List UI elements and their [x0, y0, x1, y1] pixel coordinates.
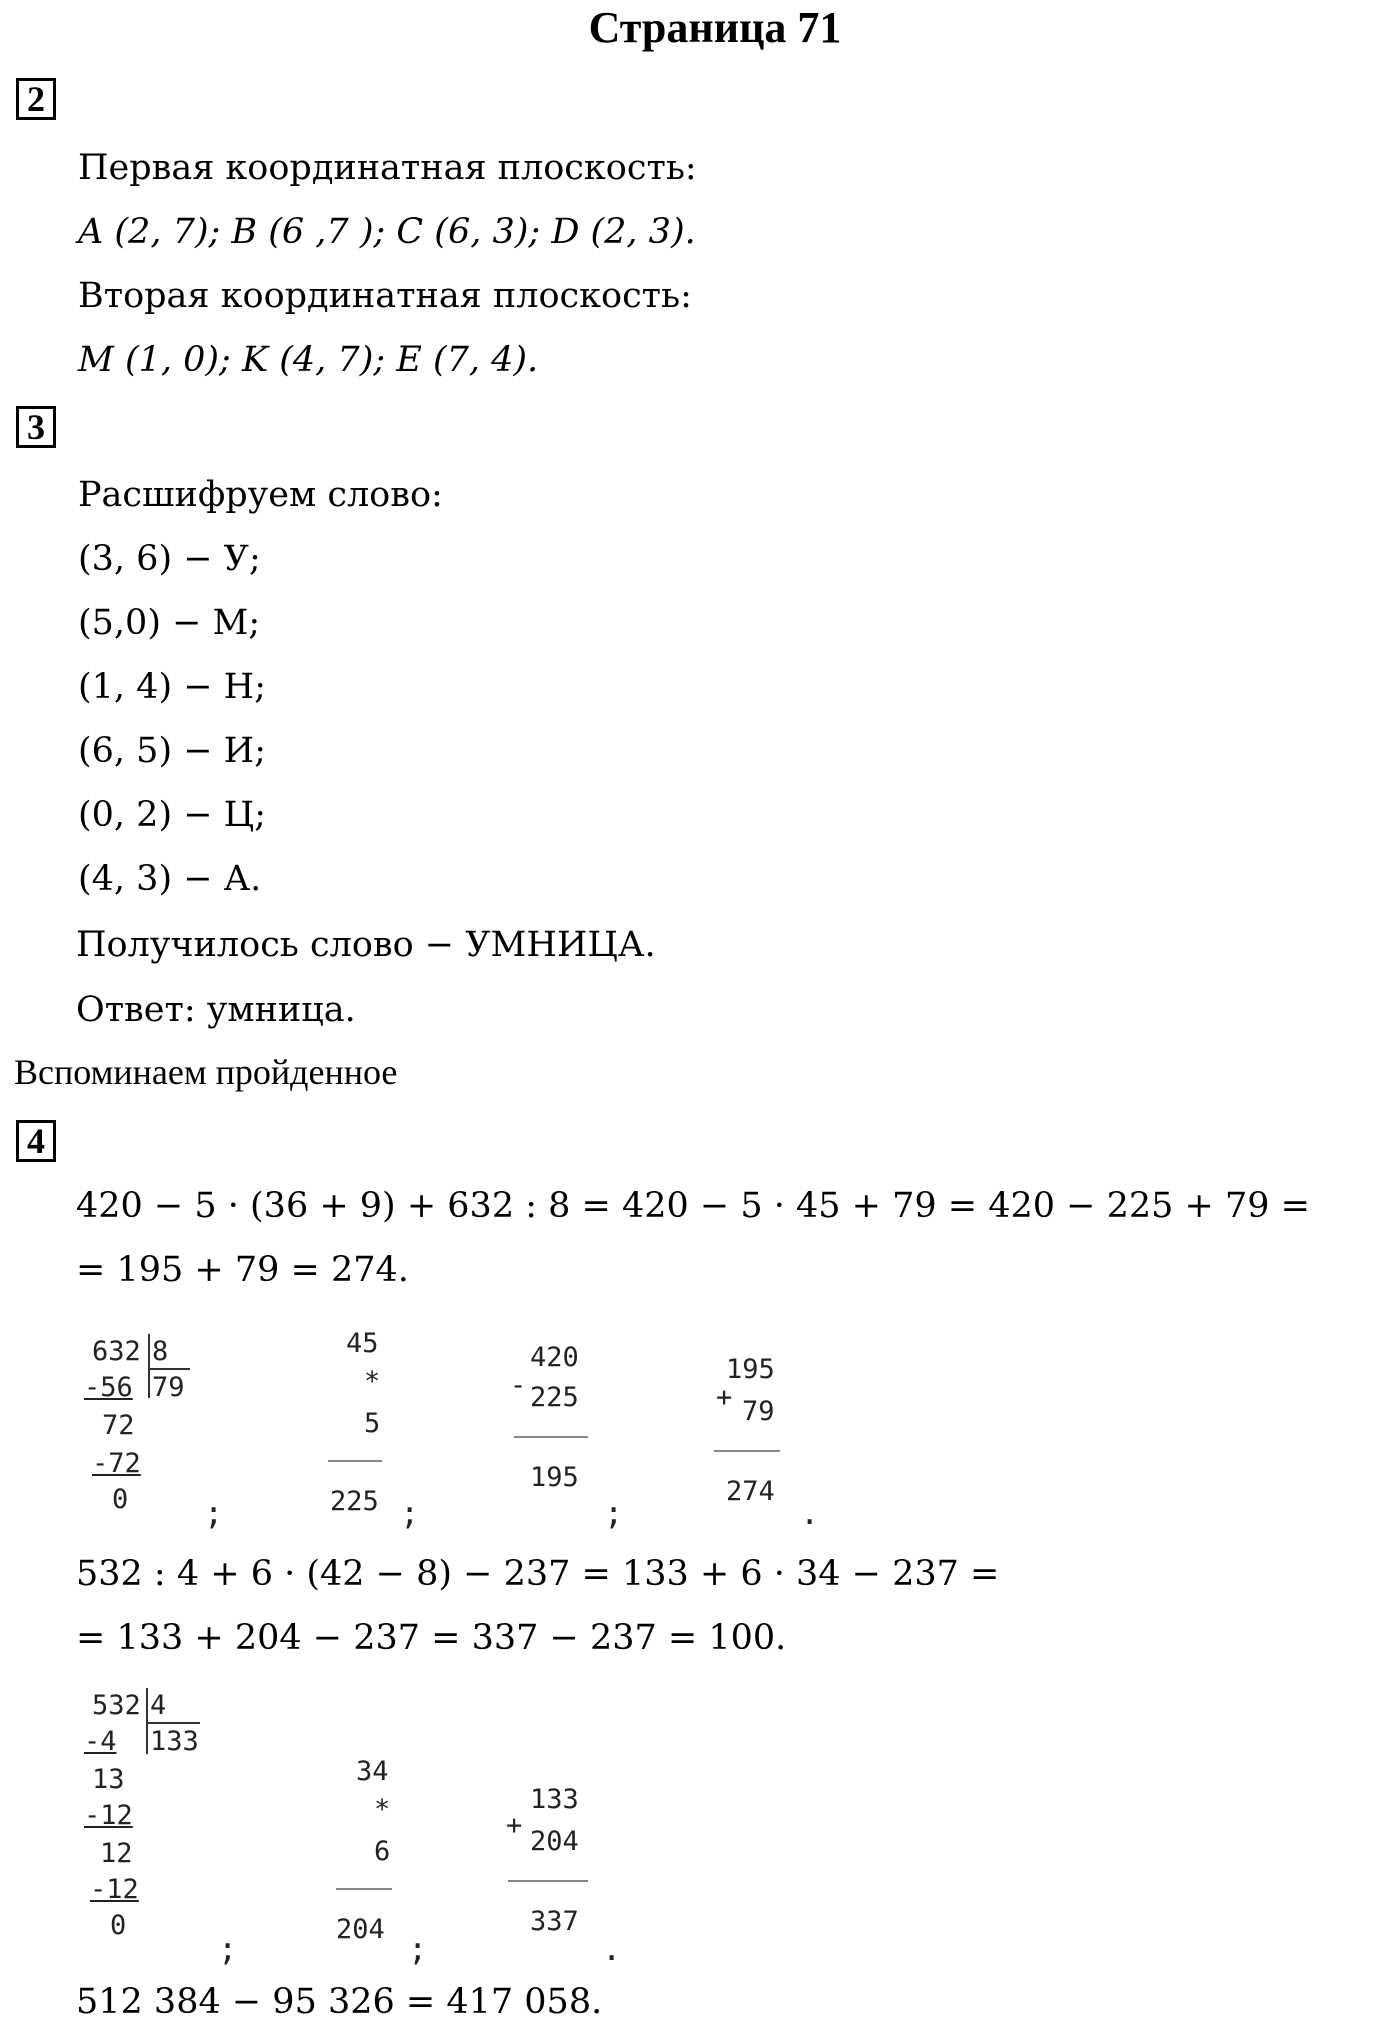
div2-sub2: -12 [84, 1800, 133, 1831]
mult1-a: 45 [346, 1328, 379, 1359]
task3-line-5: (6, 5) − И; [78, 731, 266, 771]
div2-divisor-rule [146, 1722, 200, 1724]
div2-dividend: 532 [92, 1690, 141, 1721]
add2-op: + [506, 1810, 523, 1841]
mult2-b: 6 [374, 1836, 391, 1867]
task2-line-3: Вторая координатная плоскость: [78, 276, 692, 316]
sep-3: ; [604, 1494, 624, 1532]
task4-expr1-line2: = 195 + 79 = 274. [76, 1250, 409, 1290]
add1-a: 195 [726, 1354, 775, 1385]
task3-line-1: Расшифруем слово: [78, 475, 443, 515]
mult1-op: * [364, 1366, 381, 1397]
section-heading: Вспоминаем пройденное [14, 1052, 398, 1092]
div1-result: 0 [112, 1484, 129, 1515]
mult2-rule [336, 1888, 392, 1890]
mult2-op: * [374, 1794, 391, 1825]
task3-line-6: (0, 2) − Ц; [78, 795, 266, 835]
mult2-a: 34 [356, 1756, 389, 1787]
sub1-b: 225 [530, 1382, 579, 1413]
task3-line-2: (3, 6) − У; [78, 539, 261, 579]
div2-rem1: 13 [92, 1764, 125, 1795]
task2-line-1: Первая координатная плоскость: [78, 148, 697, 188]
task2-line-4: M (1, 0); K (4, 7); E (7, 4). [78, 340, 539, 380]
task4-expr1-line1: 420 − 5 · (36 + 9) + 632 : 8 = 420 − 5 · 45 + 79 = 420 − 225 + 79 = [76, 1186, 1310, 1226]
sep-2: ; [400, 1494, 420, 1532]
mult1-rule [328, 1460, 382, 1462]
mult2-result: 204 [336, 1914, 385, 1945]
task3-line-3: (5,0) − М; [78, 603, 261, 643]
div1-vertical-bar [148, 1334, 150, 1398]
div2-result: 0 [110, 1910, 127, 1941]
div2-rem2: 12 [100, 1838, 133, 1869]
sep-7: . [602, 1930, 622, 1968]
add2-b: 204 [530, 1826, 579, 1857]
div1-divisor: 8 [152, 1336, 169, 1367]
task-number-3: 3 [16, 406, 56, 448]
task-number-4: 4 [16, 1120, 56, 1162]
div1-sub2: -72 [92, 1448, 141, 1479]
sub1-result: 195 [530, 1462, 579, 1493]
task4-expr2-line1: 532 : 4 + 6 · (42 − 8) − 237 = 133 + 6 · 34 − 237 = [76, 1554, 1000, 1594]
task2-line-2: A (2, 7); B (6 ,7 ); C (6, 3); D (2, 3). [78, 212, 696, 252]
task3-line-8: Получилось слово − УМНИЦА. [76, 925, 656, 965]
sep-4: . [800, 1494, 820, 1532]
div2-vertical-bar [146, 1688, 148, 1754]
div1-quotient: 79 [152, 1372, 185, 1403]
div2-sub1: -4 [84, 1726, 117, 1757]
div1-divisor-rule [148, 1368, 190, 1370]
task3-answer: Ответ: умница. [76, 990, 356, 1030]
add2-a: 133 [530, 1784, 579, 1815]
div1-rem1: 72 [102, 1410, 135, 1441]
task3-line-7: (4, 3) − А. [78, 859, 262, 899]
mult1-b: 5 [364, 1408, 381, 1439]
add2-result: 337 [530, 1906, 579, 1937]
task-number-2: 2 [16, 78, 56, 120]
div2-divisor: 4 [150, 1690, 167, 1721]
div1-dividend: 632 [92, 1336, 141, 1367]
sep-6: ; [408, 1930, 428, 1968]
add1-b: 79 [742, 1396, 775, 1427]
page-title: Страница 71 [588, 3, 842, 52]
mult1-result: 225 [330, 1486, 379, 1517]
task3-line-4: (1, 4) − Н; [78, 667, 266, 707]
sub1-rule [514, 1436, 588, 1438]
div1-sub1: -56 [84, 1372, 133, 1403]
sub1-op: - [510, 1370, 527, 1401]
div2-sub3: -12 [90, 1874, 139, 1905]
sep-1: ; [204, 1494, 224, 1532]
add1-rule [714, 1450, 780, 1452]
add2-rule [508, 1880, 588, 1882]
div2-quotient: 133 [150, 1726, 199, 1757]
add1-op: + [716, 1382, 733, 1413]
add1-result: 274 [726, 1476, 775, 1507]
sep-5: ; [218, 1930, 238, 1968]
sub1-a: 420 [530, 1342, 579, 1373]
task4-expr3: 512 384 − 95 326 = 417 058. [76, 1982, 603, 2022]
task4-expr2-line2: = 133 + 204 − 237 = 337 − 237 = 100. [76, 1618, 787, 1658]
